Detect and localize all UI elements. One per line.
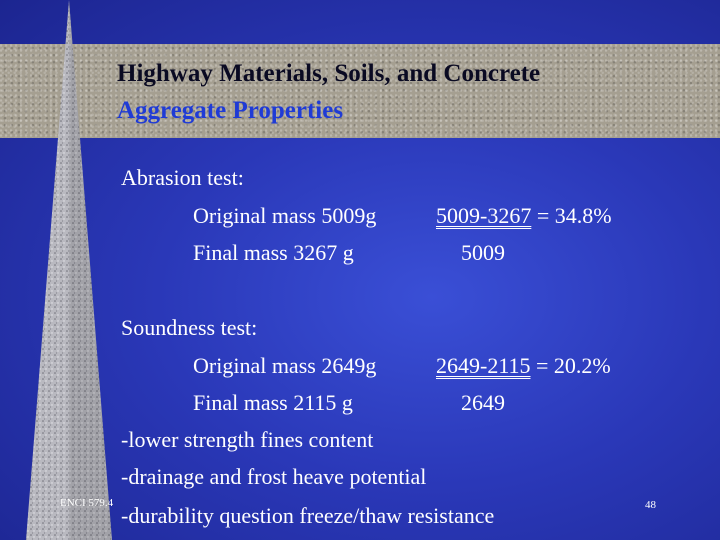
abrasion-heading: Abrasion test: [121, 165, 244, 190]
bullet-item: -lower strength fines content [121, 427, 374, 452]
abrasion-formula-denominator: 5009 [461, 240, 505, 265]
slide-subtitle: Aggregate Properties [117, 97, 344, 124]
soundness-formula [436, 353, 611, 379]
soundness-formula-numerator: 2649-2115 [436, 353, 531, 378]
abrasion-formula-numerator: 5009-3267 [436, 203, 532, 228]
soundness-heading: Soundness test: [121, 315, 258, 340]
abrasion-formula [436, 203, 612, 229]
footer-page-number: 48 [645, 499, 656, 511]
bullet-item: -drainage and frost heave potential [121, 464, 427, 489]
soundness-final-mass: Final mass 2115 g [193, 390, 353, 415]
soundness-formula-result: = 20.2% [530, 353, 611, 378]
footer-course-code: ENCI 579.4 [60, 497, 114, 509]
slide-title: Highway Materials, Soils, and Concrete [117, 60, 541, 87]
soundness-formula-denominator: 2649 [461, 390, 505, 415]
abrasion-formula-result: = 34.8% [531, 203, 612, 228]
abrasion-original-mass: Original mass 5009g [193, 203, 377, 228]
bullet-item: -durability question freeze/thaw resistance [121, 503, 495, 528]
soundness-original-mass: Original mass 2649g [193, 353, 377, 378]
abrasion-final-mass: Final mass 3267 g [193, 240, 354, 265]
